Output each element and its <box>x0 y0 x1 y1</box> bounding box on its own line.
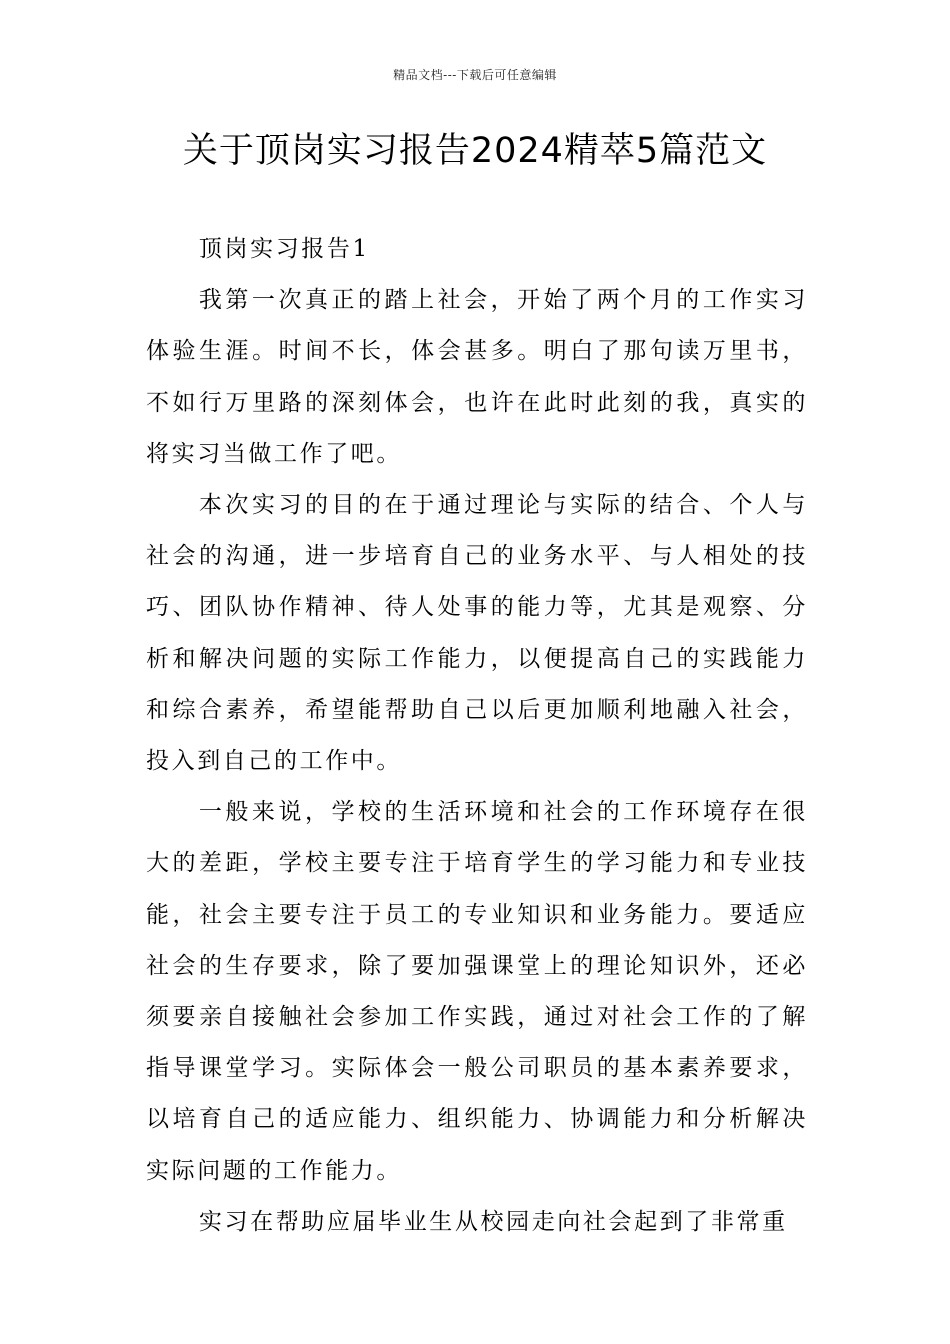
paragraph-2: 本次实习的目的在于通过理论与实际的结合、个人与社会的沟通，进一步培育自己的业务水平、与人相处的技巧、团队协作精神、待人处事的能力等，尤其是观察、分析和解决问题的实际工作能力，以便提高自己的实践能力和综合素养，希望能帮助自己以后更加顺利地融入社会，投入到自己的工作中。 <box>146 492 808 775</box>
document-body <box>146 224 808 1248</box>
paragraph-3: 一般来说，学校的生活环境和社会的工作环境存在很大的差距，学校主要专注于培育学生的学习能力和专业技能，社会主要专注于员工的专业知识和业务能力。要适应社会的生存要求，除了要加强课堂上的理论知识外，还必须要亲自接触社会参加工作实践，通过对社会工作的了解指导课堂学习。实际体会一般公司职员的基本素养要求，以培育自己的适应能力、组织能力、协调能力和分析解决实际问题的工作能力。 <box>146 799 808 1184</box>
section-heading: 顶岗实习报告1 <box>198 236 370 262</box>
header-note: 精品文档---下载后可任意编辑 <box>393 68 557 82</box>
paragraph-1: 我第一次真正的踏上社会，开始了两个月的工作实习体验生涯。时间不长，体会甚多。明白了那句读万里书，不如行万里路的深刻体会，也许在此时此刻的我，真实的将实习当做工作了吧。 <box>146 287 808 467</box>
paragraph-4: 实习在帮助应届毕业生从校园走向社会起到了非常重 <box>198 1208 788 1235</box>
document-title: 关于顶岗实习报告2024精萃5篇范文 <box>182 131 768 171</box>
